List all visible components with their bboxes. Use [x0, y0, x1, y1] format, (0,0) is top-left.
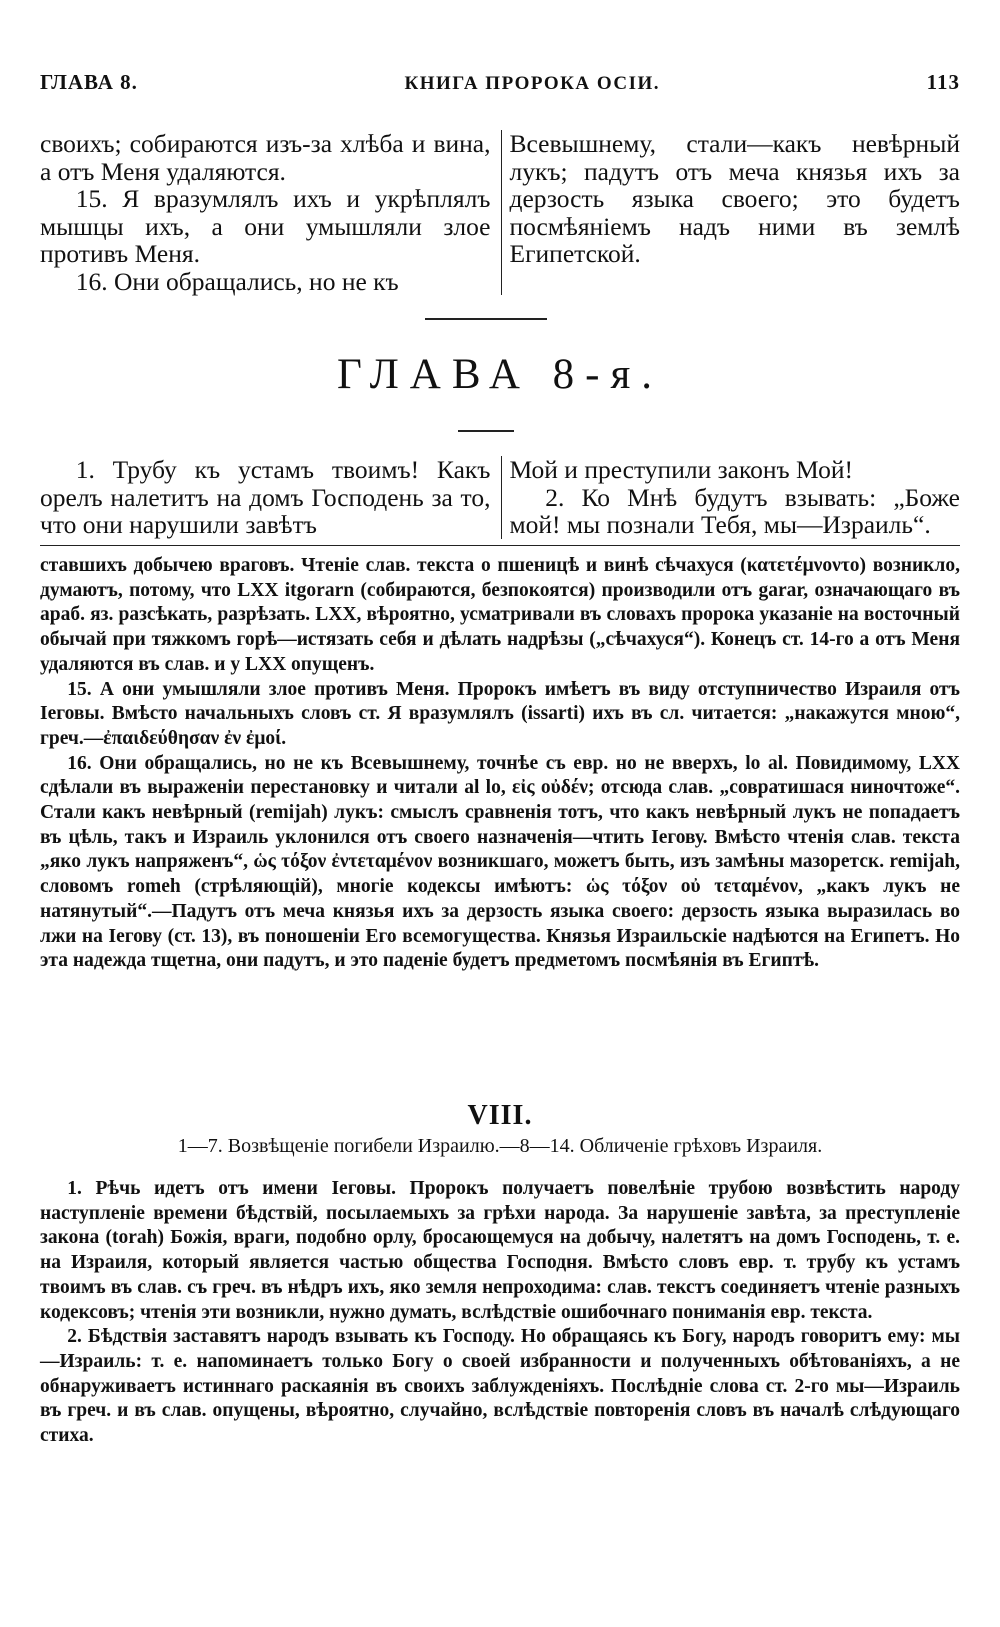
commentary-block [40, 554, 960, 974]
chapter-verse-1: 1. Трубу къ устамъ твоимъ! Какъ орелъ налетитъ на домъ Господень за то, что они нарушили завѣтъ [40, 455, 491, 539]
scripture-right-column [502, 456, 961, 539]
chapter-verse-2: 2. Ко Мнѣ будутъ взывать: „Боже мой! мы познали Тебя, мы—Израиль“. [509, 482, 960, 539]
text-commentary-divider [40, 545, 960, 546]
header-book-title: КНИГА ПРОРОКА ОСІИ. [404, 73, 661, 94]
section-number: VIII. [467, 1100, 533, 1131]
commentary-paragraph-verse-1: 1. Рѣчь идетъ отъ имени Іеговы. Пророкъ получаетъ повелѣніе трубою возвѣстить народу наступленіе времени бѣдствій, посылаемыхъ за грѣхи народа. За нарушеніе завѣта, за преступленіе закона (torah) Божія, враги, подобно орлу, бросающемуся на добычу, налетятъ на домъ Господень, т. е. на Израиля, который является частью общества Господня. Вмѣсто словъ евр. т. трубу къ устамъ твоимъ въ слав. съ греч. въ нѣдръ ихъ, яко земля непроходима: слав. текстъ соединяетъ чтеніе разныхъ кодексовъ; чтенія эти возникли, нужно думать, вслѣдствіе ошибочнаго пониманія евр. текста. [40, 1178, 960, 1323]
chapter-verse-1-continued: Мой и преступили законъ Мой! [509, 455, 853, 484]
commentary-paragraph-verse-2: 2. Бѣдствія заставятъ народъ взывать къ Господу. Но обращаясь къ Богу, народъ говоритъ ему: мы—Израиль: т. е. напоминаетъ только Богу о своей избранности и полученныхъ обѣтованіяхъ, а не обнаруживаетъ истиннаго раскаянія въ своихъ заблужденіяхъ. Послѣдніе слова ст. 2-го мы—Израиль въ греч. и въ слав. опущены, вѣроятно, случайно, вслѣдствіе повторенія словъ въ началѣ слѣдующаго стиха. [40, 1326, 960, 1447]
verse-16-continued: Всевышнему, стали—какъ невѣрный лукъ; падутъ отъ меча князья ихъ за дерзость языка своего; это будетъ посмѣяніемъ надъ ними въ землѣ Египетской. [509, 129, 960, 268]
running-header [40, 70, 960, 95]
commentary-block [40, 1177, 960, 1449]
page-number: 113 [926, 70, 960, 94]
header-chapter: ГЛАВА 8. [40, 70, 138, 94]
separator-rule [458, 430, 514, 432]
verse-16: 16. Они обращались, но не къ [75, 266, 399, 296]
chapter-scripture-columns [40, 456, 960, 539]
scripture-left-column [40, 456, 502, 539]
scripture-right-column [502, 130, 961, 295]
commentary-paragraph: ставшихъ добычею враговъ. Чтеніе слав. текста о пшеницѣ и винѣ сѣчахуся (κατετέμνοντο) возникло, думаютъ, потому, что LXX itgorarn (собираются, безпокоятся) производили отъ garar, означающаго въ араб. яз. разсѣкать, разрѣзать. LXX, вѣроятно, усматривали въ словахъ пророка указаніе на восточный обычай при тяжкомъ горѣ—истязать себя и дѣлать надрѣзы („сѣчахуся“). Конецъ ст. 14-го а отъ Меня удаляются въ слав. и у LXX опущенъ. [40, 555, 960, 675]
commentary-paragraph-verse-15: 15. А они умышляли злое противъ Меня. Пророкъ имѣетъ въ виду отступничество Израиля отъ Іеговы. Вмѣсто начальныхъ словъ ст. Я вразумлялъ (issarti) ихъ въ сл. читается: „накажутся мною“, греч.—ἐπαιδεύθησαν ἐν ἐμοί. [40, 678, 960, 749]
separator-rule [425, 318, 547, 320]
verse-text: своихъ; собираются изъ-за хлѣба и вина, а отъ Меня удаляются. [40, 129, 491, 186]
commentary-paragraph-verse-16: 16. Они обращались, но не къ Всевышнему, точнѣе съ евр. но не вверхъ, lo al. Повидимому, LXX сдѣлали въ выраженіи перестановку и читали al lo, εἰς οὐδέν; отсюда слав. „совратишася ниночтоже“. Стали какъ невѣрный (remijah) лукъ: смыслъ сравненія тотъ, что какъ невѣрный лукъ не попадаетъ въ цѣль, такъ и Израиль уклонился отъ своего назначенія—чтить Іегову. Вмѣсто чтенія слав. текста „яко лукъ напряженъ“, ὡς τόξον ἐντεταμένον возникшаго, можетъ быть, изъ замѣны мазоретск. remijah, словомъ romeh (стрѣляющій), многіе кодексы имѣютъ: ὡς τόξον οὐ τεταμένον, „какъ лукъ не натянутый“.—Падутъ отъ меча князья ихъ за дерзость языка своего: дерзость языка выразилась во лжи на Іегову (ст. 13), въ поношеніи Его всемогущества. Князья Израильскіе надѣются на Египетъ. Но эта надежда тщетна, они падутъ, и это паденіе будетъ предметомъ посмѣянія въ Египтѣ. [40, 752, 960, 972]
verse-15: 15. Я вразумлялъ ихъ и укрѣплялъ мышцы ихъ, а они умышляли злое противъ Меня. [40, 184, 491, 268]
scripture-left-column [40, 130, 502, 295]
section-subtitle: 1—7. Возвѣщеніе погибели Израилю.—8—14. Обличеніе грѣховъ Израиля. [177, 1135, 823, 1157]
top-scripture-columns [40, 130, 960, 295]
chapter-heading: ГЛАВА 8-я. [337, 351, 663, 398]
